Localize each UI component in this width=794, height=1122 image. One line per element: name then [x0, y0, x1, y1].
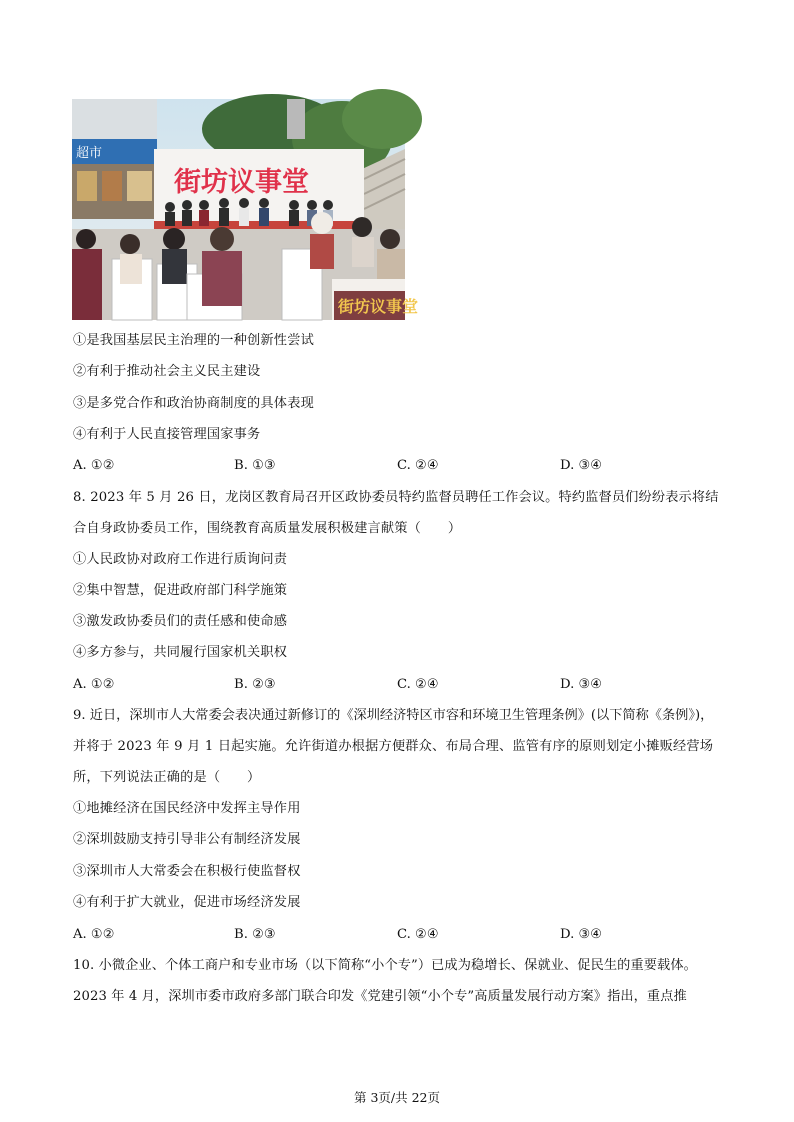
q9-statement-3: ③深圳市人大常委会在积极行使监督权: [73, 864, 301, 879]
q9-statement-4: ④有利于扩大就业，促进市场经济发展: [73, 895, 301, 910]
q7-option-b: B. ①③: [234, 458, 276, 473]
q9-option-d: D. ③④: [560, 927, 603, 942]
store-sign: 超市: [76, 145, 103, 160]
q7-statement-1: ①是我国基层民主治理的一种创新性尝试: [73, 333, 314, 348]
q9-stem-line-3: 所，下列说法正确的是（ ）: [73, 770, 261, 785]
q8-stem-line-1: 8. 2023 年 5 月 26 日，龙岗区教育局召开区政协委员特约监督员聘任工作会议。特约监督员们纷纷表示将结: [73, 490, 719, 505]
q10-stem-line-1: 10. 小微企业、个体工商户和专业市场（以下简称“小个专”）已成为稳增长、保就业、促民生的重要载体。: [73, 958, 697, 973]
page-number: 第 3页/共 22页: [353, 1090, 441, 1105]
q9-stem-line-1: 9. 近日，深圳市人大常委会表决通过新修订的《深圳经济特区市容和环境卫生管理条例》(以下简称《条例》)，: [73, 708, 714, 723]
q7-option-a: A. ①②: [73, 458, 115, 473]
q7-option-c: C. ②④: [397, 458, 439, 473]
q9-statement-2: ②深圳鼓励支持引导非公有制经济发展: [73, 832, 301, 847]
q7-option-d: D. ③④: [560, 458, 603, 473]
q7-statement-3: ③是多党合作和政治协商制度的具体表现: [73, 396, 314, 411]
q9-option-c: C. ②④: [397, 927, 439, 942]
q8-statement-3: ③激发政协委员们的责任感和使命感: [73, 614, 288, 629]
q8-stem-line-2: 合自身政协委员工作，围绕教育高质量发展积极建言献策（ ）: [73, 521, 462, 536]
event-photo: [72, 99, 419, 320]
event-photo-scene: [72, 99, 419, 320]
q8-option-a: A. ①②: [73, 677, 115, 692]
q7-statement-2: ②有利于推动社会主义民主建设: [73, 364, 261, 379]
q8-statement-1: ①人民政协对政府工作进行质询问责: [73, 552, 288, 567]
q9-statement-1: ①地摊经济在国民经济中发挥主导作用: [73, 801, 301, 816]
q9-option-b: B. ②③: [234, 927, 276, 942]
watermark-logo: 街坊议事堂: [338, 297, 419, 316]
q8-statement-2: ②集中智慧，促进政府部门科学施策: [73, 583, 288, 598]
q8-option-b: B. ②③: [234, 677, 276, 692]
backdrop-title: 街坊议事堂: [174, 167, 309, 198]
q9-stem-line-2: 并将于 2023 年 9 月 1 日起实施。允许街道办根据方便群众、布局合理、监管有序的原则划定小摊贩经营场: [73, 739, 714, 754]
q8-option-c: C. ②④: [397, 677, 439, 692]
q10-stem-line-2: 2023 年 4 月，深圳市委市政府多部门联合印发《党建引领“小个专”高质量发展行动方案》指出，重点推: [73, 989, 687, 1004]
q8-statement-4: ④多方参与，共同履行国家机关职权: [73, 645, 288, 660]
q8-option-d: D. ③④: [560, 677, 603, 692]
q7-statement-4: ④有利于人民直接管理国家事务: [73, 427, 261, 442]
q9-option-a: A. ①②: [73, 927, 115, 942]
